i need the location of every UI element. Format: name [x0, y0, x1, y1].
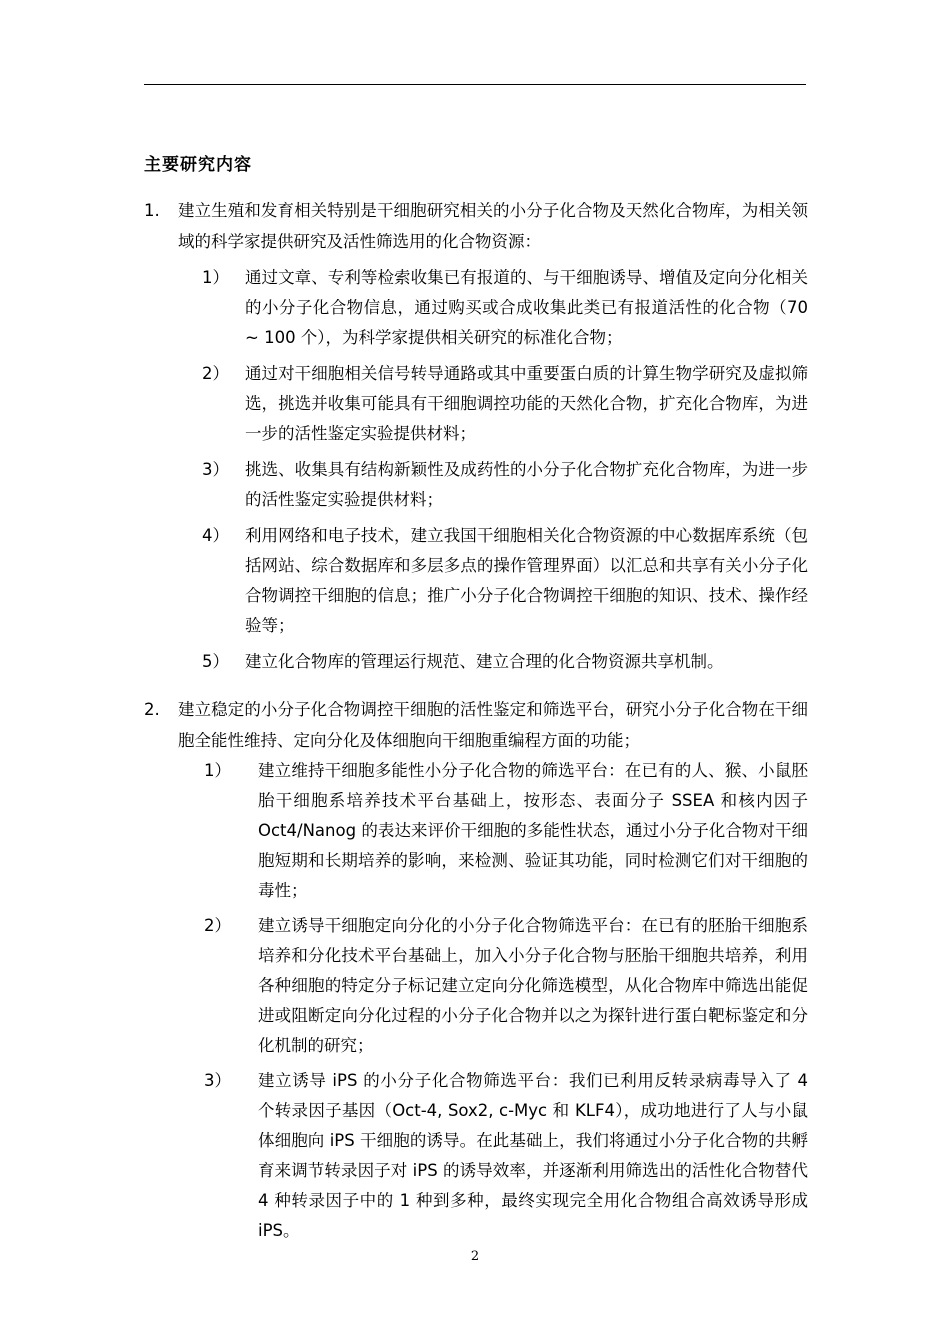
item-number: 1）: [204, 761, 231, 780]
section-1-text: 1. 建立生殖和发育相关特别是干细胞研究相关的小分子化合物及天然化合物库，为相关领域的科学家提供研究及活性筛选用的化合物资源：: [178, 196, 808, 257]
item-text: 通过文章、专利等检索收集已有报道的、与干细胞诱导、增值及定向分化相关的小分子化合物信息，通过购买或合成收集此类已有报道活性的化合物（70 ~ 100 个），为科学家提供相关研究的标准化合物；: [245, 268, 808, 347]
section-number: 2.: [144, 700, 160, 719]
list-item: [144, 756, 808, 906]
item-number: 2）: [204, 916, 231, 935]
item-number: 5）: [202, 652, 229, 671]
item-text: 建立化合物库的管理运行规范、建立合理的化合物资源共享机制。: [245, 652, 724, 671]
list-item: [144, 521, 808, 641]
list-item: [144, 359, 808, 449]
section-1: [144, 196, 808, 677]
list-item: [144, 455, 808, 515]
section-heading: 主要研究内容: [144, 155, 252, 175]
list-item: [144, 263, 808, 353]
list-item: [144, 647, 808, 677]
item-text: 建立维持干细胞多能性小分子化合物的筛选平台：在已有的人、猴、小鼠胚胎干细胞系培养技术平台基础上，按形态、表面分子 SSEA 和核内因子 Oct4/Nanog 的表达来评价干细胞的多能性状态，通过小分子化合物对干细胞短期和长期培养的影响，来检测、验证其功能，同时检测它们对干细胞的毒性；: [258, 761, 808, 900]
item-number: 4）: [202, 526, 229, 545]
item-text: 建立诱导 iPS 的小分子化合物筛选平台：我们已利用反转录病毒导入了 4 个转录因子基因（Oct-4, Sox2, c-Myc 和 KLF4），成功地进行了人与小鼠体细胞向 iPS 干细胞的诱导。在此基础上，我们将通过小分子化合物的共孵育来调节转录因子对 iPS 的诱导效率，并逐渐利用筛选出的活性化合物替代 4 种转录因子中的 1 种到多种，最终实现完全用化合物组合高效诱导形成 iPS。: [258, 1071, 808, 1240]
item-text: 通过对干细胞相关信号转导通路或其中重要蛋白质的计算生物学研究及虚拟筛选，挑选并收集可能具有干细胞调控功能的天然化合物，扩充化合物库，为进一步的活性鉴定实验提供材料；: [245, 364, 808, 443]
section-2-text: 2. 建立稳定的小分子化合物调控干细胞的活性鉴定和筛选平台，研究小分子化合物在干细胞全能性维持、定向分化及体细胞向干细胞重编程方面的功能；: [178, 695, 808, 756]
item-text: 挑选、收集具有结构新颖性及成药性的小分子化合物扩充化合物库，为进一步的活性鉴定实验提供材料；: [245, 460, 808, 509]
item-text: 利用网络和电子技术，建立我国干细胞相关化合物资源的中心数据库系统（包括网站、综合数据库和多层多点的操作管理界面）以汇总和共享有关小分子化合物调控干细胞的信息；推广小分子化合物调控干细胞的知识、技术、操作经验等；: [245, 526, 808, 635]
item-number: 1）: [202, 268, 229, 287]
document-body: [144, 196, 808, 1246]
page-number: 2: [470, 1249, 480, 1264]
list-item: [144, 911, 808, 1061]
item-number: 3）: [202, 460, 229, 479]
header-rule: [144, 84, 806, 85]
list-item: [144, 1066, 808, 1246]
item-text: 建立诱导干细胞定向分化的小分子化合物筛选平台：在已有的胚胎干细胞系培养和分化技术平台基础上，加入小分子化合物与胚胎干细胞共培养，利用各种细胞的特定分子标记建立定向分化筛选模型，从化合物库中筛选出能促进或阻断定向分化过程的小分子化合物并以之为探针进行蛋白靶标鉴定和分化机制的研究；: [258, 916, 808, 1055]
section-2: [144, 695, 808, 1246]
item-number: 3）: [204, 1071, 231, 1090]
item-number: 2）: [202, 364, 229, 383]
section-number: 1.: [144, 201, 160, 220]
